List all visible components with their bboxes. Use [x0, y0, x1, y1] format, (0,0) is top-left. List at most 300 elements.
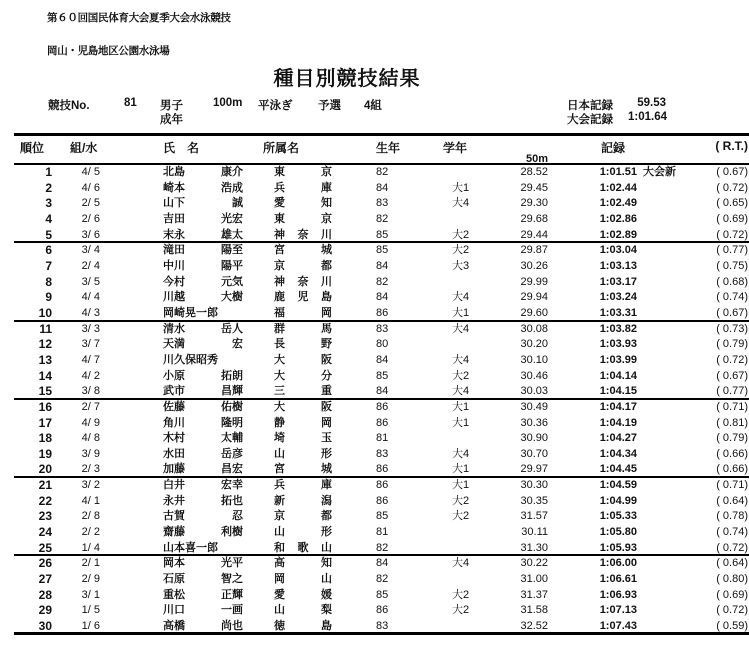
rank: 11 [39, 321, 52, 336]
school-year: 大1 [452, 306, 470, 319]
rank: 19 [38, 446, 52, 461]
split-50m: 29.99 [520, 275, 548, 288]
school-year: 大4 [452, 197, 470, 210]
birth-year: 82 [376, 541, 389, 554]
affiliation [274, 196, 332, 212]
affiliation-char: 野 [321, 338, 332, 351]
family-name: 山本喜一郎 [163, 541, 218, 554]
result-row [14, 369, 749, 385]
heat-lane: 2/ 7 [81, 400, 100, 413]
affiliation-char: 京 [274, 259, 285, 272]
given-name: 大樹 [221, 291, 243, 304]
result-row [14, 353, 749, 369]
heat-lane: 4/ 4 [81, 291, 100, 304]
affiliation-char: 庫 [321, 479, 332, 492]
reaction-time: ( 0.59) [716, 620, 748, 633]
heat-lane: 2/ 1 [81, 557, 100, 570]
result-row [14, 603, 749, 619]
heat-lane: 3/ 5 [81, 275, 100, 288]
swimmer-name [163, 431, 243, 447]
school-year [452, 541, 486, 555]
given-name: 正輝 [221, 588, 243, 601]
record-note: 大会新 [643, 166, 676, 178]
affiliation [274, 619, 332, 632]
final-time: 1:02.86 [599, 212, 637, 225]
given-name: 昌宏 [221, 463, 243, 476]
reaction-time: ( 0.66) [716, 447, 748, 460]
reaction-time: ( 0.71) [716, 479, 748, 492]
swimmer-name [163, 384, 243, 398]
final-time: 1:03.31 [599, 306, 637, 319]
event-no-value: 81 [124, 97, 137, 109]
rank: 25 [38, 540, 52, 555]
reaction-time: ( 0.81) [716, 416, 748, 429]
swimmer-name [163, 369, 243, 385]
rank: 24 [38, 525, 52, 540]
birth-year: 86 [376, 463, 389, 476]
final-time: 1:03.17 [599, 275, 637, 288]
affiliation [274, 572, 332, 588]
family-name: 北島 [163, 166, 185, 178]
rank: 3 [45, 196, 52, 211]
reaction-time: ( 0.73) [716, 322, 748, 335]
given-name: 陽平 [221, 259, 243, 272]
result-row [14, 572, 749, 588]
affiliation-char: 知 [321, 557, 332, 570]
heat-lane: 2/ 6 [81, 212, 100, 225]
rank: 18 [38, 431, 52, 446]
given-name: 岳人 [221, 322, 243, 335]
affiliation-char: 媛 [321, 588, 332, 601]
school-year: 大4 [452, 291, 470, 304]
affiliation-char: 都 [321, 510, 332, 523]
final-time: 1:06.61 [599, 573, 637, 586]
final-time: 1:05.80 [599, 526, 637, 539]
affiliation-char: 京 [321, 212, 332, 225]
heat-lane: 3/ 9 [81, 447, 100, 460]
final-time: 1:05.93 [599, 541, 637, 554]
result-row [14, 259, 749, 275]
affiliation-char: 島 [321, 291, 332, 304]
heat-lane: 4/ 1 [81, 494, 100, 507]
split-50m: 30.22 [520, 557, 548, 570]
split-50m: 30.35 [520, 494, 548, 507]
reaction-time: ( 0.72) [716, 604, 748, 617]
final-time: 1:04.27 [599, 432, 637, 445]
affiliation-char: 大 [274, 400, 285, 413]
family-name: 中川 [163, 259, 185, 272]
heat-lane: 2/ 8 [81, 510, 100, 523]
affiliation [274, 525, 332, 541]
result-row [14, 322, 749, 338]
heat-lane: 3/ 1 [81, 588, 100, 601]
swimmer-name [163, 290, 243, 306]
result-row [14, 275, 749, 291]
reaction-time: ( 0.68) [716, 275, 748, 288]
final-time: 1:04.17 [599, 400, 637, 413]
swimmer-name [163, 228, 243, 242]
result-row [14, 431, 749, 447]
heat-lane: 4/ 5 [81, 166, 100, 178]
split-50m: 31.37 [520, 588, 548, 601]
birth-year: 82 [376, 275, 389, 288]
affiliation-char: 形 [321, 526, 332, 539]
result-row [14, 243, 749, 259]
final-time: 1:04.19 [599, 416, 637, 429]
heat-lane: 3/ 7 [81, 338, 100, 351]
family-name: 佐藤 [163, 400, 185, 413]
affiliation-char: 岡 [321, 306, 332, 319]
affiliation [274, 541, 332, 555]
rank: 2 [45, 180, 52, 195]
birth-year: 83 [376, 620, 389, 633]
final-time: 1:05.33 [599, 510, 637, 523]
birth-year: 85 [376, 369, 389, 382]
birth-year: 84 [376, 181, 389, 194]
header-split-50m: 50m [525, 153, 548, 165]
affiliation-char: 大 [274, 369, 285, 382]
affiliation-char: 都 [321, 259, 332, 272]
rank: 22 [38, 493, 52, 508]
heat-lane: 3/ 2 [81, 479, 100, 492]
swimmer-name [163, 181, 243, 197]
rank: 8 [45, 274, 52, 289]
affiliation-char: 愛 [274, 197, 285, 210]
affiliation-char: 馬 [321, 322, 332, 335]
split-50m: 31.58 [520, 604, 548, 617]
given-name: 岳彦 [221, 447, 243, 460]
affiliation-char: 愛 [274, 588, 285, 601]
given-name: 宏 [232, 338, 243, 351]
reaction-time: ( 0.69) [716, 588, 748, 601]
heat-lane: 2/ 5 [81, 197, 100, 210]
rank: 23 [38, 509, 52, 524]
affiliation-char: 鹿 [274, 291, 285, 304]
school-year [452, 431, 486, 447]
result-row [14, 447, 749, 463]
birth-year: 82 [376, 573, 389, 586]
final-time: 1:04.59 [599, 479, 637, 492]
rank: 15 [38, 384, 52, 399]
rank: 27 [38, 572, 52, 587]
affiliation-char: 京 [321, 166, 332, 178]
given-name: 利樹 [221, 526, 243, 539]
school-year: 大1 [452, 400, 470, 413]
reaction-time: ( 0.64) [716, 494, 748, 507]
final-time: 1:02.44 [599, 181, 637, 194]
school-year: 大4 [452, 353, 470, 366]
reaction-time: ( 0.72) [716, 353, 748, 366]
affiliation [274, 212, 332, 228]
split-50m: 29.44 [520, 228, 548, 241]
affiliation [274, 494, 332, 510]
family-name: 今村 [163, 275, 185, 288]
heat-lane: 1/ 6 [81, 620, 100, 633]
result-row [14, 416, 749, 432]
given-name: 隆明 [221, 416, 243, 429]
family-name: 高橋 [163, 620, 185, 633]
japan-record-value: 59.53 [637, 97, 666, 109]
result-row [14, 541, 749, 557]
given-name: 智之 [221, 573, 243, 586]
result-row [14, 525, 749, 541]
split-50m: 30.10 [520, 353, 548, 366]
affiliation [274, 337, 332, 353]
birth-year: 85 [376, 228, 389, 241]
final-time: 1:07.43 [599, 620, 637, 633]
reaction-time: ( 0.75) [716, 259, 748, 272]
affiliation-char: 静 [274, 416, 285, 429]
family-name: 吉田 [163, 212, 185, 225]
split-50m: 31.30 [520, 541, 548, 554]
affiliation-char: 神 [274, 228, 285, 241]
reaction-time: ( 0.67) [716, 166, 748, 178]
header-name: 氏 名 [163, 141, 200, 155]
japan-record-label: 日本記録 [567, 100, 613, 112]
heat-lane: 2/ 4 [81, 259, 100, 272]
swimmer-name [163, 603, 243, 619]
final-time: 1:04.99 [599, 494, 637, 507]
birth-year: 82 [376, 166, 389, 178]
swimmer-name [163, 572, 243, 588]
header-club: 所属名 [263, 141, 300, 155]
family-name: 川久保昭秀 [163, 353, 218, 366]
school-year: 大1 [452, 479, 470, 492]
affiliation-char: 庫 [321, 181, 332, 194]
affiliation-char: 福 [274, 306, 285, 319]
final-time: 1:04.15 [599, 385, 637, 398]
family-name: 水田 [163, 447, 185, 460]
affiliation-char: 岡 [274, 573, 285, 586]
heat-lane: 2/ 2 [81, 526, 100, 539]
affiliation-char: 群 [274, 322, 285, 335]
family-name: 山下 [163, 197, 185, 210]
school-year: 大4 [452, 557, 470, 570]
school-year: 大2 [452, 510, 470, 523]
family-name: 重松 [163, 588, 185, 601]
school-year: 大2 [452, 588, 470, 601]
family-name: 白井 [163, 479, 185, 492]
header-reaction-time: ( R.T.) [715, 139, 748, 153]
school-year: 大1 [452, 181, 470, 194]
rank: 14 [38, 368, 52, 383]
school-year [452, 165, 486, 181]
reaction-time: ( 0.74) [716, 526, 748, 539]
final-time: 1:03.24 [599, 291, 637, 304]
family-name: 岡本 [163, 557, 185, 570]
given-name: 太輔 [221, 432, 243, 445]
split-50m: 31.00 [520, 573, 548, 586]
affiliation [274, 416, 332, 432]
swimmer-name [163, 525, 243, 541]
affiliation [274, 243, 332, 259]
school-year: 大2 [452, 228, 470, 241]
affiliation-char: 兵 [274, 479, 285, 492]
birth-year: 85 [376, 244, 389, 257]
final-time: 1:04.14 [599, 369, 637, 382]
split-50m: 30.49 [520, 400, 548, 413]
final-time: 1:03.99 [599, 353, 637, 366]
header-rank: 順位 [20, 141, 45, 155]
affiliation-char: 児 [297, 291, 309, 304]
reaction-time: ( 0.72) [716, 541, 748, 554]
affiliation [274, 478, 332, 494]
affiliation-char: 歌 [297, 541, 309, 554]
birth-year: 83 [376, 197, 389, 210]
affiliation-char: 奈 [297, 228, 309, 241]
swimmer-name [163, 243, 243, 259]
event-distance: 100m [213, 97, 243, 109]
result-row [14, 462, 749, 478]
split-50m: 29.87 [520, 244, 548, 257]
result-row [14, 556, 749, 572]
school-year: 大2 [452, 244, 470, 257]
meet-record-value: 1:01.64 [627, 111, 667, 123]
affiliation-char: 奈 [297, 275, 309, 288]
affiliation [274, 306, 332, 320]
split-50m: 31.57 [520, 510, 548, 523]
page-title: 種目別競技結果 [273, 68, 421, 90]
family-name: 加藤 [163, 463, 185, 476]
rank: 30 [38, 619, 52, 634]
split-50m: 29.94 [520, 291, 548, 304]
final-time: 1:07.13 [599, 604, 637, 617]
rank: 29 [38, 603, 52, 618]
heat-lane: 1/ 4 [81, 541, 100, 554]
rank: 28 [38, 587, 52, 602]
affiliation-char: 埼 [274, 432, 285, 445]
result-row [14, 196, 749, 212]
heat-lane: 3/ 3 [81, 322, 100, 335]
heat-lane: 3/ 8 [81, 385, 100, 398]
given-name: 拓也 [221, 494, 243, 507]
swimmer-name [163, 556, 243, 572]
school-year: 大4 [452, 385, 470, 398]
given-name: 光宏 [221, 212, 243, 225]
rank: 9 [45, 290, 52, 305]
affiliation [274, 290, 332, 306]
family-name: 齋藤 [163, 526, 185, 539]
family-name: 小原 [163, 369, 185, 382]
affiliation [274, 165, 332, 181]
result-row [14, 212, 749, 228]
swimmer-name [163, 462, 243, 476]
affiliation-char: 潟 [321, 494, 332, 507]
header-grade: 学年 [443, 141, 468, 155]
rank: 21 [38, 478, 52, 493]
rank: 16 [38, 399, 52, 414]
heat-lane: 4/ 3 [81, 306, 100, 319]
heat-lane: 2/ 9 [81, 573, 100, 586]
result-row [14, 494, 749, 510]
school-year [452, 525, 486, 541]
reaction-time: ( 0.64) [716, 557, 748, 570]
affiliation [274, 369, 332, 385]
heat-lane: 4/ 6 [81, 181, 100, 194]
event-stroke: 平泳ぎ [258, 100, 293, 112]
given-name: 尚也 [221, 620, 243, 633]
birth-year: 81 [376, 526, 389, 539]
birth-year: 83 [376, 447, 389, 460]
family-name: 崎本 [163, 181, 185, 194]
result-row [14, 306, 749, 322]
family-name: 永井 [163, 494, 185, 507]
birth-year: 80 [376, 338, 389, 351]
affiliation-char: 東 [274, 166, 285, 178]
header-record: 記録 [600, 141, 625, 155]
result-row [14, 588, 749, 604]
swimmer-name [163, 478, 243, 494]
split-50m: 30.30 [520, 479, 548, 492]
given-name: 拓朗 [221, 369, 243, 382]
affiliation-char: 東 [274, 212, 285, 225]
given-name: 陽至 [221, 244, 243, 257]
school-year: 大2 [452, 369, 470, 382]
heat-lane: 4/ 9 [81, 416, 100, 429]
affiliation-char: 阪 [321, 353, 332, 366]
affiliation-char: 城 [321, 244, 332, 257]
birth-year: 81 [376, 432, 389, 445]
reaction-time: ( 0.77) [716, 385, 748, 398]
swimmer-name [163, 447, 243, 463]
swimmer-name [163, 619, 243, 632]
affiliation [274, 588, 332, 604]
result-row [14, 181, 749, 197]
affiliation-char: 徳 [274, 620, 285, 633]
school-year: 大4 [452, 447, 470, 460]
swimmer-name [163, 494, 243, 510]
result-row [14, 509, 749, 525]
birth-year: 85 [376, 510, 389, 523]
heat-lane: 4/ 8 [81, 432, 100, 445]
affiliation-char: 高 [274, 557, 285, 570]
affiliation-char: 宮 [274, 463, 285, 476]
family-name: 清水 [163, 322, 185, 335]
affiliation-char: 神 [274, 275, 285, 288]
reaction-time: ( 0.69) [716, 212, 748, 225]
split-50m: 29.68 [520, 212, 548, 225]
affiliation-char: 三 [274, 385, 285, 398]
family-name: 天満 [163, 338, 185, 351]
affiliation-char: 山 [274, 526, 285, 539]
heat-lane: 4/ 7 [81, 353, 100, 366]
given-name: 光平 [221, 557, 243, 570]
event-heat-count: 4組 [364, 100, 382, 112]
split-50m: 29.30 [520, 197, 548, 210]
reaction-time: ( 0.65) [716, 197, 748, 210]
affiliation-char: 川 [321, 228, 332, 241]
swimmer-name [163, 416, 243, 432]
final-time: 1:04.45 [599, 463, 637, 476]
heat-lane: 3/ 4 [81, 244, 100, 257]
rank: 26 [38, 556, 52, 571]
swimmer-name [163, 353, 243, 369]
final-time: 1:03.13 [599, 259, 637, 272]
heat-lane: 4/ 2 [81, 369, 100, 382]
affiliation-char: 城 [321, 463, 332, 476]
given-name: 誠 [232, 197, 243, 210]
reaction-time: ( 0.74) [716, 291, 748, 304]
split-50m: 30.08 [520, 322, 548, 335]
reaction-time: ( 0.79) [716, 432, 748, 445]
affiliation-char: 玉 [321, 432, 332, 445]
result-row [14, 619, 749, 635]
birth-year: 84 [376, 385, 389, 398]
final-time: 1:01.51 [599, 166, 637, 178]
given-name: 元気 [221, 275, 243, 288]
final-time: 1:06.93 [599, 588, 637, 601]
affiliation-char: 宮 [274, 244, 285, 257]
